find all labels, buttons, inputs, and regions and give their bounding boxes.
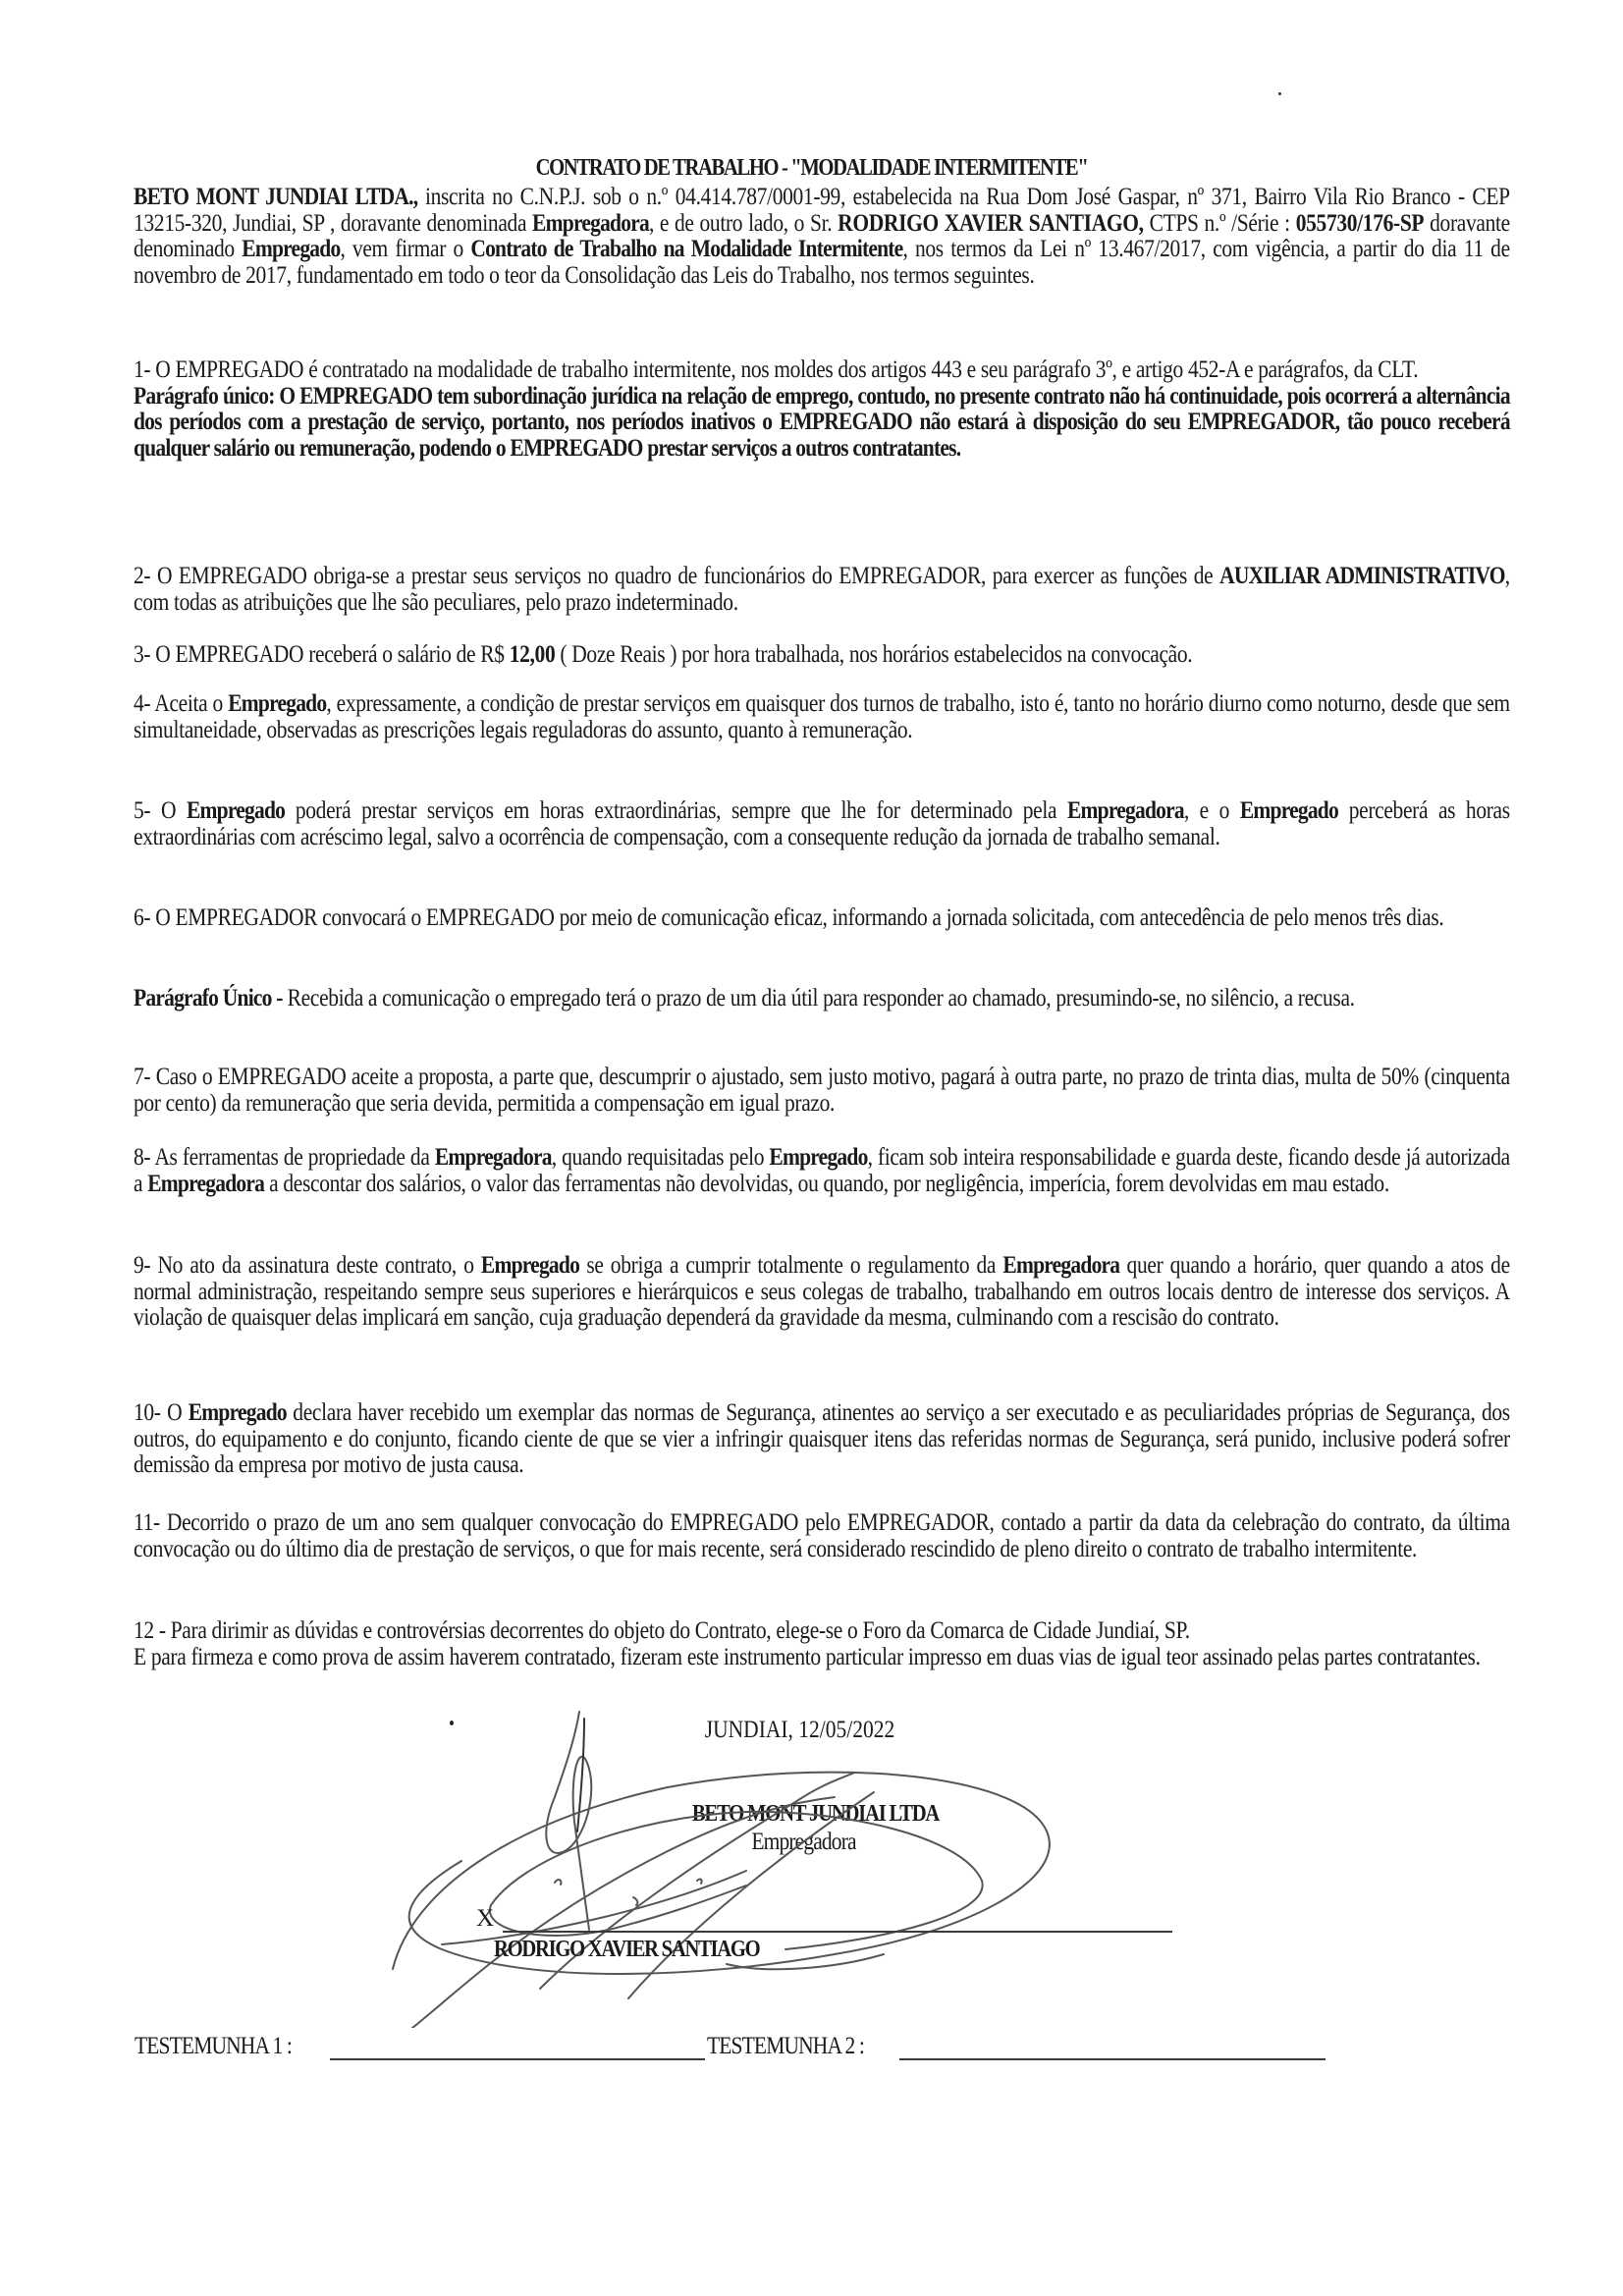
employer-term: Empregadora (1066, 797, 1184, 824)
job-role: AUXILIAR ADMINISTRATIVO (1219, 563, 1505, 589)
employee-term: Empregado (242, 236, 341, 262)
clause-3 (134, 642, 1510, 669)
employee-signature-line (503, 1931, 1172, 1933)
clause-6-text: 6- O EMPREGADOR convocará o EMPREGADO por meio de comunicação eficaz, informando a jornada solicitada, com antecedência de pelo menos três dias. (134, 904, 1444, 931)
witness-2-signature-line[interactable] (899, 2058, 1325, 2060)
clause-4-text: 4- Aceita o (134, 690, 229, 717)
intro-text: , e de outro lado, o Sr. (648, 209, 839, 237)
clause-5-text: perceberá as horas extraordinárias com acréscimo legal, salvo a ocorrência de compensação, com a consequente redução da jornada de trabalho semanal. (134, 797, 1510, 850)
clause-12 (134, 1618, 1510, 1670)
paragraph-unico-label: Parágrafo único (134, 382, 269, 410)
clause-8 (134, 1145, 1510, 1197)
scan-speck (1278, 92, 1281, 95)
employee-term: Empregado (186, 797, 286, 824)
employee-signature-name: RODRIGO XAVIER SANTIAGO (494, 1937, 760, 1962)
clause-5-text: 5- O (134, 797, 187, 824)
clause-10 (134, 1400, 1510, 1479)
clause-4-text: , expressamente, a condição de prestar serviços em quaisquer dos turnos de trabalho, isto é, tanto no horário diurno como noturno, desde que sem simultaneidade, observadas as prescrições legais reguladoras do assunto, quanto à remuneração. (134, 690, 1510, 743)
signature-x-mark: X (476, 1905, 495, 1932)
intro-text: CTPS n.º /Série : (1143, 209, 1296, 237)
employer-term: Empregadora (147, 1170, 265, 1197)
paragraph-unico-text: : O EMPREGADO tem subordinação jurídica na relação de emprego, contudo, no presente contrato não há continuidade, pois ocorrerá a alternância dos períodos com a prestação de serviço, portanto, nos períodos inativos o EMPREGADO não estará à disposição do seu EMPREGADOR, tão pouco receberá qualquer salário ou remuneração, podendo o EMPREGADO prestar serviços a outros contratantes. (134, 382, 1510, 462)
hourly-salary: 12,00 (509, 641, 556, 668)
clause-11-text: 11- Decorrido o prazo de um ano sem qualquer convocação do EMPREGADO pelo EMPREGADOR, contado a partir da data da celebração do contrato, da última convocação ou do último dia de prestação de serviços, o que for mais recente, será considerado rescindido de pleno direito o contrato de trabalho intermitente. (134, 1509, 1510, 1562)
clause-5-text: , e o (1183, 797, 1240, 824)
clause-5 (134, 798, 1510, 850)
employee-name: RODRIGO XAVIER SANTIAGO, (838, 209, 1144, 237)
employer-term: Empregadora (532, 209, 649, 237)
clause-9-text: quer quando a horário, quer quando a atos de normal administração, respeitando sempre seus superiores e hierárquicos e seus colegas de trabalho, trabalhando em outros locais dentro de interesse dos serviços. A violação de quaisquer delas implicará em sanção, cuja graduação dependerá da gravidade da mesma, culminando com a rescisão do contrato. (134, 1252, 1510, 1331)
clause-10-text: declara haver recebido um exemplar das normas de Segurança, atinentes ao serviço a ser executado e as peculiaridades próprias de Segurança, dos outros, do equipamento e do conjunto, ficando ciente de que se vier a infringir quaisquer itens das referidas normas de Segurança, será punido, inclusive poderá sofrer demissão da empresa por motivo de justa causa. (134, 1399, 1510, 1478)
intro-text: , nos termos da Lei nº 13.467/2017, com vigência, a partir do dia 11 de novembro de 2017, fundamentado em todo o teor da Consolidação das Leis do Trabalho, nos termos seguintes. (134, 236, 1510, 289)
clause-11 (134, 1510, 1510, 1562)
clause-9-text: 9- No ato da assinatura deste contrato, o (134, 1252, 481, 1279)
intro-text: inscrita no C.N.P.J. sob o n.º 04.414.787/0001-99, estabelecida na Rua Dom José Gaspar, nº 371, Bairro Vila Rio Branco - CEP 13215-320, Jundiai, SP , doravante denominada (134, 184, 1510, 237)
clause-5-text: poderá prestar serviços em horas extraordinárias, sempre que lhe for determinado pela (285, 797, 1067, 824)
paragraph-unico (134, 986, 1510, 1012)
paragraph-unico-label: Parágrafo Único - (134, 985, 283, 1011)
clause-8-text: a descontar dos salários, o valor das ferramentas não devolvidas, ou quando, por negligência, imperícia, forem devolvidas em mau estado. (264, 1170, 1389, 1197)
clause-6 (134, 905, 1510, 932)
intro-text: doravante denominado (134, 209, 1510, 262)
clause-3-text: 3- O EMPREGADO receberá o salário de R$ (134, 641, 510, 668)
paragraph-unico-text: Recebida a comunicação o empregado terá o prazo de um dia útil para responder ao chamado, presumindo-se, no silêncio, a recusa. (282, 985, 1355, 1011)
witness-1-label: TESTEMUNHA 1 : (135, 2033, 292, 2059)
witness-1-signature-line[interactable] (330, 2058, 705, 2060)
clause-10-text: 10- O (134, 1399, 189, 1426)
handwritten-signature (373, 1704, 1237, 2028)
employer-signature-role: Empregadora (751, 1829, 856, 1855)
employer-term: Empregadora (1002, 1252, 1120, 1279)
employee-term: Empregado (228, 690, 327, 717)
clause-8-text: 8- As ferramentas de propriedade da (134, 1144, 435, 1171)
intro-text: , vem firmar o (340, 236, 471, 262)
ctps-number: 055730/176-SP (1295, 209, 1425, 237)
clause-3-text: ( Doze Reais ) por hora trabalhada, nos horários estabelecidos na convocação. (555, 641, 1193, 668)
clause-1-text: 1- O EMPREGADO é contratado na modalidade de trabalho intermitente, nos moldes dos artigos 443 e seu parágrafo 3º, e artigo 452-A e parágrafos, da CLT. (134, 356, 1419, 383)
clause-9-text: se obriga a cumprir totalmente o regulamento da (579, 1252, 1003, 1279)
clause-4 (134, 691, 1510, 743)
employer-signature-name: BETO MONT JUNDIAI LTDA (691, 1801, 940, 1827)
clause-7 (134, 1065, 1510, 1117)
closing-text: E para firmeza e como prova de assim haverem contratado, fizeram este instrumento particular impresso em duas vias de igual teor assinado pelas partes contratantes. (134, 1643, 1481, 1670)
place-date: JUNDIAI, 12/05/2022 (704, 1717, 895, 1743)
clause-2-text: , com todas as atribuições que lhe são peculiares, pelo prazo indeterminado. (134, 563, 1510, 616)
clause-12-text: 12 - Para dirimir as dúvidas e controvérsias decorrentes do objeto do Contrato, elege-se o Foro da Comarca de Cidade Jundiaí, SP. (134, 1617, 1190, 1644)
employee-term: Empregado (480, 1252, 580, 1279)
clause-7-text: 7- Caso o EMPREGADO aceite a proposta, a parte que, descumprir o ajustado, sem justo motivo, pagará à outra parte, no prazo de trinta dias, multa de 50% (cinquenta por cento) da remuneração que seria devida, permitida a compensação em igual prazo. (134, 1064, 1510, 1117)
intro-paragraph (134, 185, 1510, 289)
document-title: CONTRATO DE TRABALHO - "MODALIDADE INTERMITENTE" (535, 155, 1088, 181)
clause-1 (134, 357, 1510, 462)
contract-name: Contrato de Trabalho na Modalidade Intermitente (470, 236, 903, 262)
clause-9 (134, 1253, 1510, 1332)
company-name: BETO MONT JUNDIAI LTDA., (134, 184, 418, 210)
employer-term: Empregadora (434, 1144, 552, 1171)
clause-2-text: 2- O EMPREGADO obriga-se a prestar seus serviços no quadro de funcionários do EMPREGADOR, para exercer as funções de (134, 563, 1220, 589)
employee-term: Empregado (769, 1144, 868, 1171)
employee-term: Empregado (188, 1399, 287, 1426)
clause-2 (134, 564, 1510, 616)
clause-8-text: , ficam sob inteira responsabilidade e guarda deste, ficando desde já autorizada a (134, 1144, 1510, 1197)
employee-term: Empregado (1239, 797, 1338, 824)
clause-8-text: , quando requisitadas pelo (551, 1144, 770, 1171)
witness-2-label: TESTEMUNHA 2 : (707, 2033, 864, 2059)
